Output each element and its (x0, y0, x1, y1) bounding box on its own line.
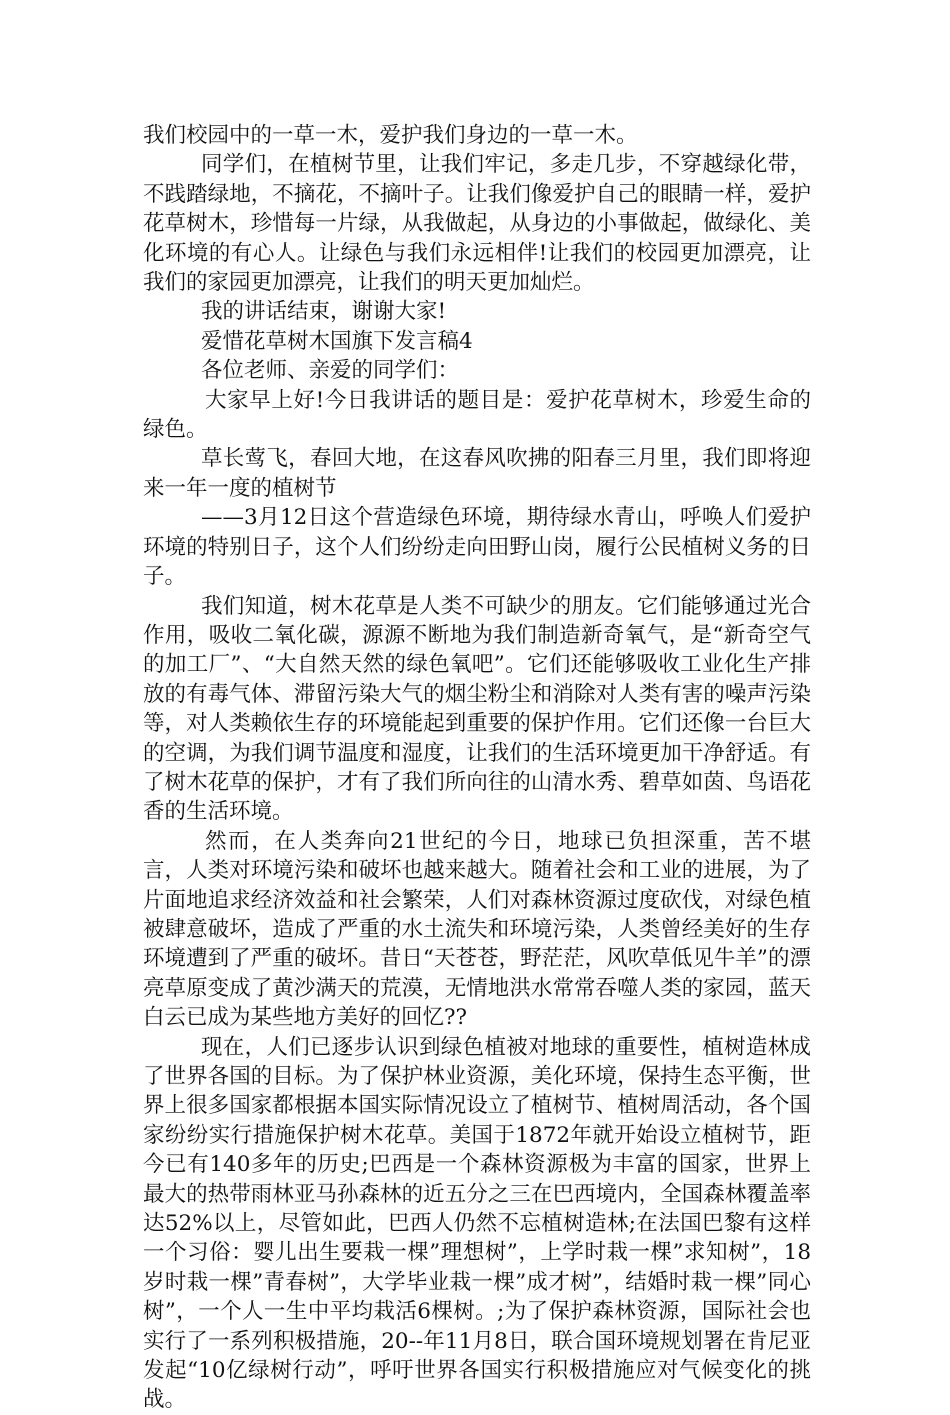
paragraph-2: 同学们，在植树节里，让我们牢记，多走几步，不穿越绿化带，不践踏绿地，不摘花，不摘叶子。让我们像爱护自己的眼睛一样，爱护花草树木，珍惜每一片绿，从我做起，从身边的小事做起，做绿化、美化环境的有心人。让绿色与我们永远相伴!让我们的校园更加漂亮，让我们的家园更加漂亮，让我们的明天更加灿烂。 (143, 152, 811, 296)
section-heading: 爱惜花草树木国旗下发言稿4 (201, 328, 473, 354)
paragraph-3: 我的讲话结束，谢谢大家! (201, 299, 447, 325)
paragraph-9: 我们知道，树木花草是人类不可缺少的朋友。它们能够通过光合作用，吸收二氧化碳，源源不断地为我们制造新奇氧气，是“新奇空气的加工厂”、“大自然天然的绿色氧吧”。它们还能够吸收工业化生产排放的有毒气体、滞留污染大气的烟尘粉尘和消除对人类有害的噪声污染等，对人类赖依生存的环境能起到重要的保护作用。它们还像一台巨大的空调，为我们调节温度和湿度，让我们的生活环境更加干净舒适。有了树木花草的保护，才有了我们所向往的山清水秀、碧草如茵、鸟语花香的生活环境。 (143, 593, 811, 825)
paragraph-1: 我们校园中的一草一木，爱护我们身边的一草一木。 (143, 123, 638, 148)
paragraph-7: 草长莺飞，春回大地，在这春风吹拂的阳春三月里，我们即将迎来一年一度的植树节 (143, 446, 811, 501)
salutation: 各位老师、亲爱的同学们： (201, 358, 460, 384)
paragraph-8: ——3月12日这个营造绿色环境，期待绿水青山，呼唤人们爱护环境的特别日子，这个人们纷纷走向田野山岗，履行公民植树义务的日子。 (143, 505, 811, 590)
document-body (143, 121, 811, 1415)
paragraph-11: 现在，人们已逐步认识到绿色植被对地球的重要性，植树造林成了世界各国的目标。为了保护林业资源，美化环境，保持生态平衡，世界上很多国家都根据本国实际情况设立了植树节、植树周活动，各个国家纷纷实行措施保护树木花草。美国于1872年就开始设立植树节，距今已有140多年的历史;巴西是一个森林资源极为丰富的国家，世界上最大的热带雨林亚马孙森林的近五分之三在巴西境内，全国森林覆盖率达52%以上，尽管如此，巴西人仍然不忘植树造林;在法国巴黎有这样一个习俗：婴儿出生要栽一棵”理想树”，上学时栽一棵”求知树”，18岁时栽一棵”青春树”，大学毕业栽一棵”成才树”，结婚时栽一棵”同心树”，一个人一生中平均栽活6棵树。;为了保护森林资源，国际社会也实行了一系列积极措施，20--年11月8日，联合国环境规划署在肯尼亚发起“10亿绿树行动”，呼吁世界各国实行积极措施应对气候变化的挑战。 (143, 1034, 811, 1413)
paragraph-6: 大家早上好!今日我讲话的题目是：爱护花草树木，珍爱生命的绿色。 (143, 387, 811, 443)
paragraph-10: 然而，在人类奔向21世纪的今日，地球已负担深重，苦不堪言，人类对环境污染和破坏也越来越大。随着社会和工业的进展，为了片面地追求经济效益和社会繁荣，人们对森林资源过度砍伐，对绿色植被肆意破坏，造成了严重的水土流失和环境污染，人类曾经美好的生存环境遭到了严重的破坏。昔日“天苍苍，野茫茫，风吹草低见牛羊”的漂亮草原变成了黄沙满天的荒漠，无情地洪水常常吞噬人类的家园，蓝天白云已成为某些地方美好的回忆?? (143, 828, 811, 1031)
